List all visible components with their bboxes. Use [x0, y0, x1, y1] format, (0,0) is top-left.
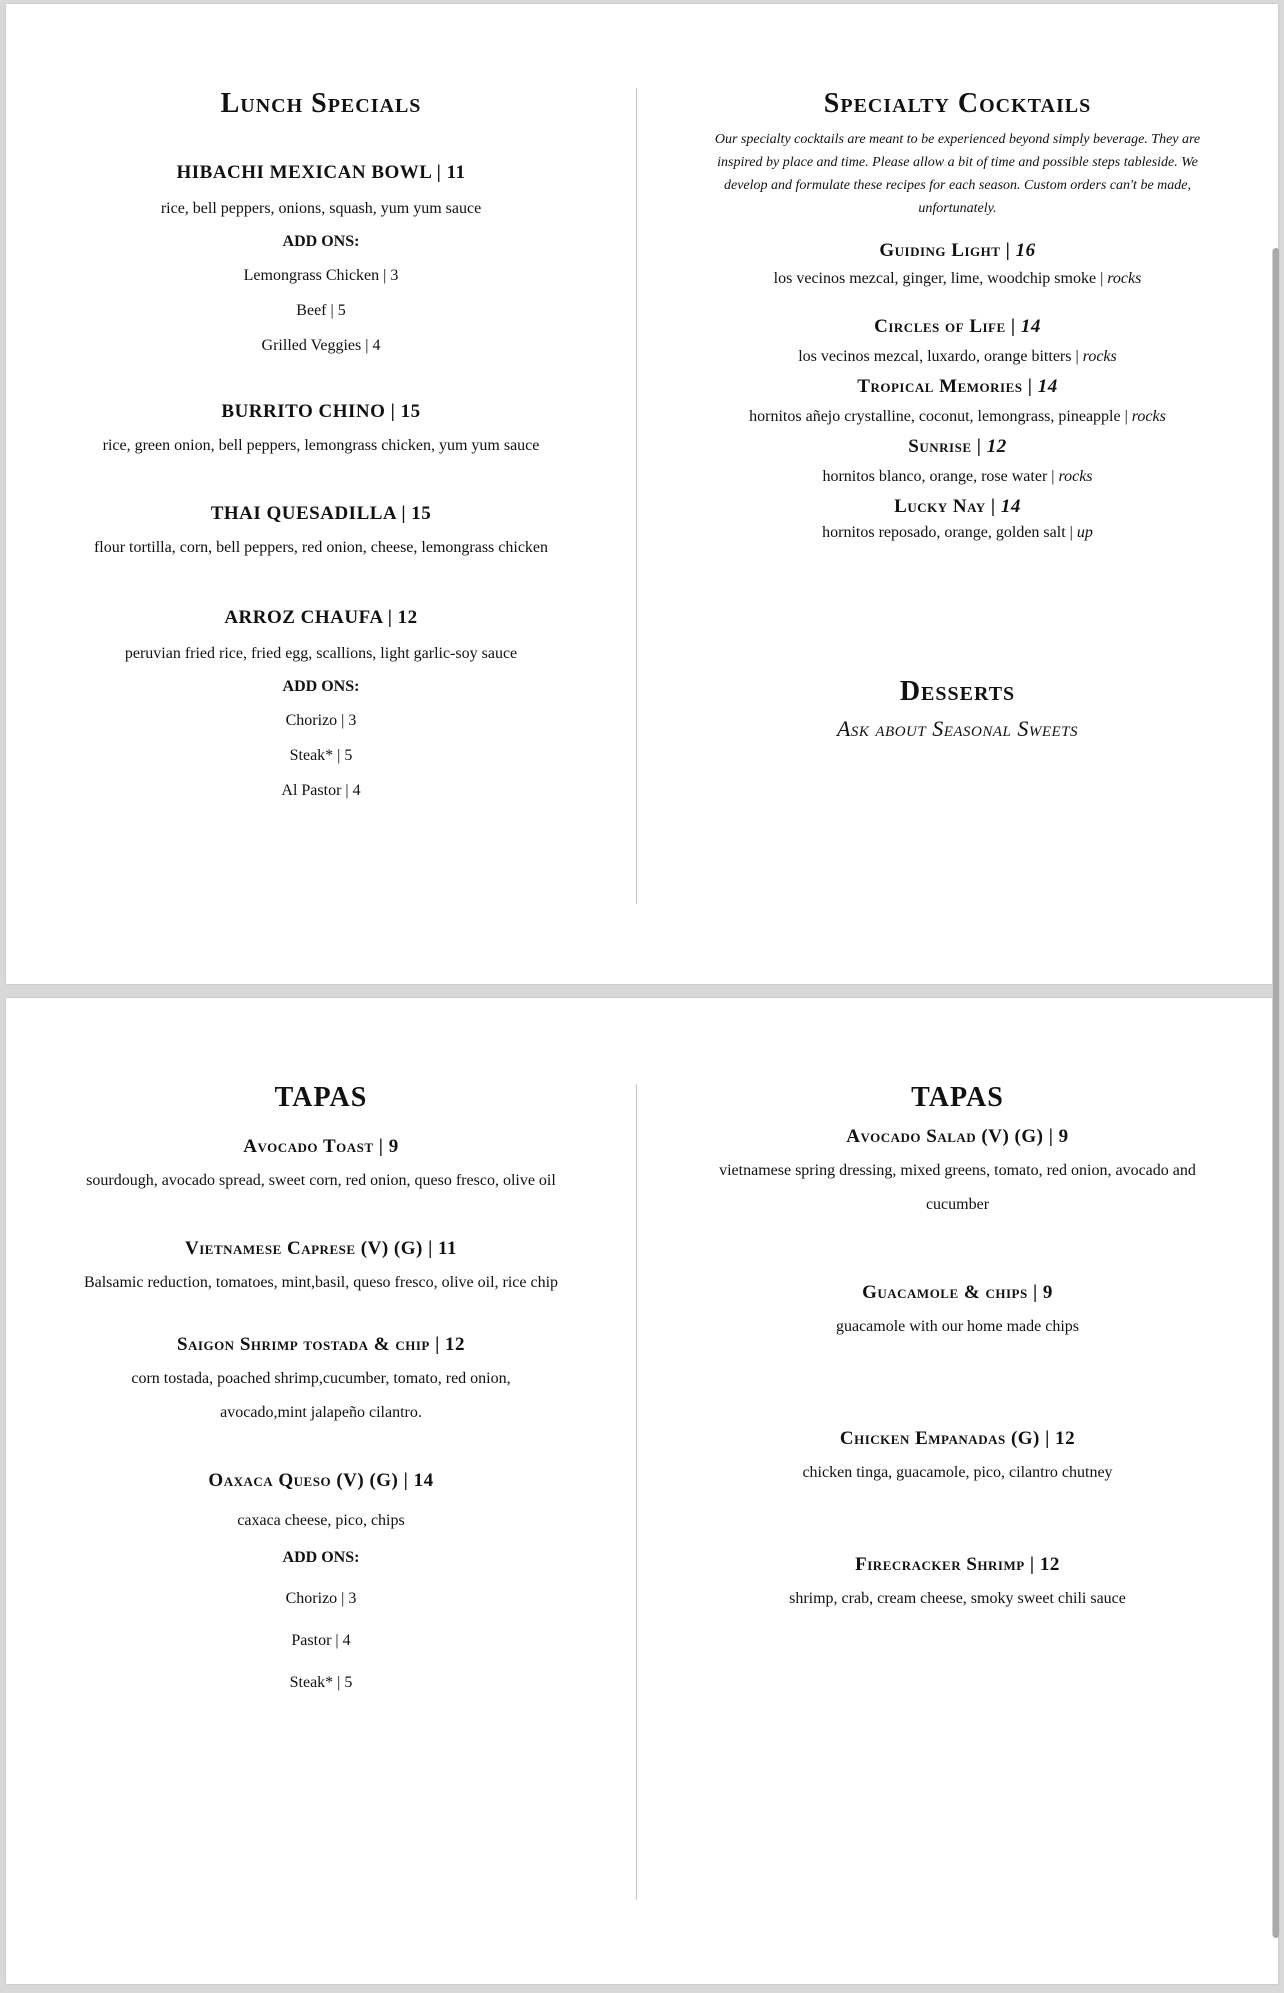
cocktails-intro: Our specialty cocktails are meant to be experienced beyond simply beverage. They are inspired by place and time. Please allow a bit of time and possible steps tableside. We develop and formulate these recipes for each season. Custom orders can't be made, unfortunately. — [714, 132, 1201, 216]
cocktail-serve: rocks — [1131, 408, 1166, 425]
addons-label: ADD ONS: — [282, 233, 360, 250]
cocktail-name — [637, 494, 1278, 520]
item-desc: sourdough, avocado spread, sweet corn, red onion, queso fresco, olive oil — [86, 1172, 556, 1189]
item-name: HIBACHI MEXICAN BOWL | 11 — [176, 162, 466, 183]
item-desc: shrimp, crab, cream cheese, smoky sweet chili sauce — [789, 1590, 1126, 1607]
item-name: Chicken Empanadas (G) | 12 — [839, 1428, 1076, 1449]
cocktail-name-text: Circles of Life | — [874, 316, 1021, 337]
item-desc: corn tostada, poached shrimp,cucumber, tomato, red onion, avocado,mint jalapeño cilantro. — [131, 1370, 511, 1421]
item-desc: peruvian fried rice, fried egg, scallions, light garlic-soy sauce — [124, 645, 518, 662]
cocktail-serve: rocks — [1058, 468, 1093, 485]
addon-item: Steak* | 5 — [289, 1674, 353, 1691]
item-name: THAI QUESADILLA | 15 — [210, 503, 432, 524]
cocktail-price: 16 — [1015, 240, 1036, 261]
item-name: ARROZ CHAUFA | 12 — [224, 607, 418, 628]
addons-label: ADD ONS: — [282, 1549, 360, 1566]
cocktail-name — [637, 374, 1278, 400]
cocktail-name — [637, 314, 1278, 340]
desserts-subtitle: Ask about Seasonal Sweets — [836, 716, 1079, 741]
cocktails-column — [637, 86, 1278, 744]
cocktail-serve: up — [1076, 524, 1093, 541]
item-desc: Balsamic reduction, tomatoes, mint,basil, queso fresco, olive oil, rice chip — [83, 1274, 559, 1291]
cocktail-desc — [637, 340, 1278, 374]
cocktail-price: 12 — [986, 436, 1007, 457]
item-name: Avocado Salad (V) (G) | 9 — [846, 1126, 1069, 1147]
cocktail-desc-text: hornitos blanco, orange, rose water | — [822, 468, 1059, 485]
cocktail-name — [637, 434, 1278, 460]
addon-item: Steak* | 5 — [289, 747, 353, 764]
item-name: Vietnamese Caprese (V) (G) | 11 — [185, 1238, 457, 1259]
desserts-title: Desserts — [899, 676, 1016, 707]
item-desc: guacamole with our home made chips — [835, 1318, 1080, 1335]
cocktail-desc-text: los vecinos mezcal, ginger, lime, woodchip smoke | — [773, 270, 1108, 287]
item-name: Firecracker Shrimp | 12 — [855, 1554, 1060, 1575]
item-desc: rice, bell peppers, onions, squash, yum yum sauce — [160, 200, 482, 217]
vertical-scrollbar[interactable] — [1272, 248, 1280, 1938]
addon-item: Chorizo | 3 — [285, 712, 357, 729]
cocktail-desc-text: hornitos reposado, orange, golden salt | — [822, 524, 1077, 541]
addon-item: Lemongrass Chicken | 3 — [243, 267, 399, 284]
cocktail-desc — [637, 400, 1278, 434]
cocktail-name-text: Sunrise | — [908, 436, 987, 457]
cocktail-desc-text: los vecinos mezcal, luxardo, orange bitters | — [798, 348, 1083, 365]
menu-page-1 — [6, 4, 1278, 984]
lunch-specials-column — [6, 86, 636, 808]
tapas-left-column — [6, 1080, 636, 1704]
item-desc: flour tortilla, corn, bell peppers, red onion, cheese, lemongrass chicken — [93, 539, 549, 556]
cocktail-name — [637, 238, 1278, 264]
addon-item: Chorizo | 3 — [285, 1590, 357, 1607]
addons-label: ADD ONS: — [282, 678, 360, 695]
cocktail-desc — [637, 264, 1278, 294]
item-name: Oaxaca Queso (V) (G) | 14 — [208, 1470, 434, 1491]
item-desc: caxaca cheese, pico, chips — [237, 1512, 405, 1529]
item-desc: rice, green onion, bell peppers, lemongrass chicken, yum yum sauce — [102, 437, 540, 454]
cocktail-price: 14 — [1037, 376, 1058, 397]
lunch-specials-title: Lunch Specials — [220, 88, 422, 119]
cocktail-serve: rocks — [1082, 348, 1117, 365]
addon-item: Grilled Veggies | 4 — [261, 337, 381, 354]
cocktail-desc — [637, 460, 1278, 494]
cocktail-serve: rocks — [1107, 270, 1142, 287]
item-desc: vietnamese spring dressing, mixed greens, tomato, red onion, avocado and cucumber — [719, 1162, 1196, 1213]
item-name: Saigon Shrimp tostada & chip | 12 — [176, 1334, 466, 1355]
scrollbar-thumb[interactable] — [1273, 248, 1279, 1938]
item-name: BURRITO CHINO | 15 — [221, 401, 421, 422]
addon-item: Al Pastor | 4 — [281, 782, 361, 799]
cocktail-price: 14 — [1000, 496, 1021, 517]
cocktail-price: 14 — [1020, 316, 1041, 337]
addon-item: Beef | 5 — [296, 302, 346, 319]
tapas-title: TAPAS — [911, 1082, 1004, 1113]
tapas-title: TAPAS — [274, 1082, 368, 1113]
specialty-cocktails-title: Specialty Cocktails — [823, 88, 1092, 119]
cocktail-desc — [637, 520, 1278, 546]
menu-page-2 — [6, 998, 1278, 1984]
cocktail-desc-text: hornitos añejo crystalline, coconut, lemongrass, pineapple | — [749, 408, 1132, 425]
cocktail-name-text: Lucky Nay | — [894, 496, 1001, 517]
item-name: Avocado Toast | 9 — [243, 1136, 399, 1157]
cocktail-name-text: Tropical Memories | — [857, 376, 1038, 397]
addon-item: Pastor | 4 — [291, 1632, 351, 1649]
cocktail-name-text: Guiding Light | — [879, 240, 1016, 261]
item-desc: chicken tinga, guacamole, pico, cilantro chutney — [802, 1464, 1113, 1481]
item-name: Guacamole & chips | 9 — [862, 1282, 1053, 1303]
tapas-right-column — [637, 1080, 1278, 1616]
